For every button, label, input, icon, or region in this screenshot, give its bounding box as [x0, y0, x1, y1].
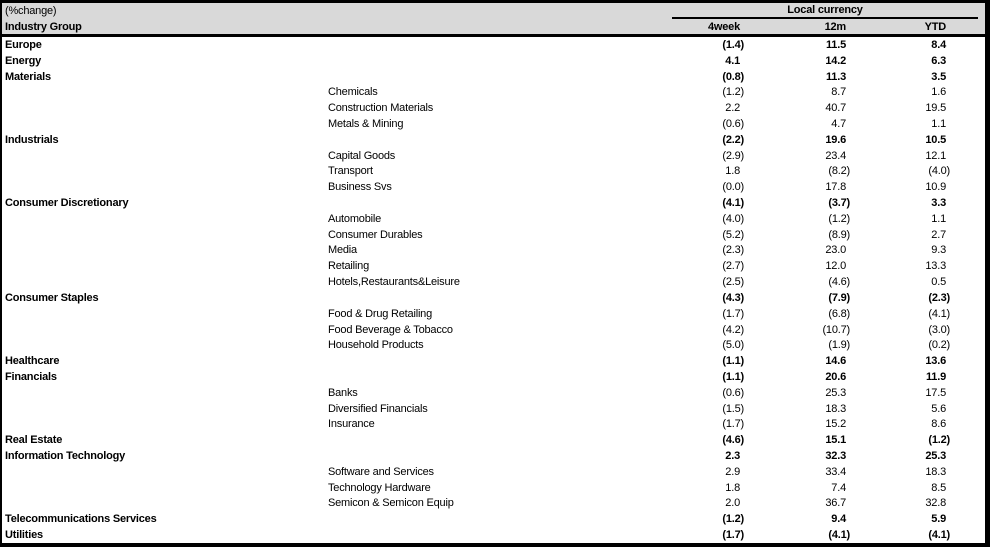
- table-row: [2, 353, 985, 369]
- table-row: [2, 337, 985, 353]
- table-row: [2, 369, 985, 385]
- value-ytd: 1.6: [931, 86, 946, 99]
- value-4week: (4.3): [722, 291, 744, 304]
- header-top-row: [2, 3, 985, 19]
- industry-group-name: Consumer Staples: [5, 291, 99, 304]
- table-row: [2, 148, 985, 164]
- table-row: [2, 496, 985, 512]
- value-ytd: (2.3): [928, 291, 950, 304]
- value-4week: (5.0): [722, 339, 744, 352]
- value-4week: (1.2): [722, 86, 744, 99]
- industry-subgroup-name: Transport: [328, 165, 373, 178]
- local-currency-label: Local currency: [672, 3, 978, 19]
- table-row: [2, 164, 985, 180]
- value-ytd: 32.8: [925, 497, 946, 510]
- value-4week: (1.7): [722, 529, 744, 542]
- industry-subgroup-name: Software and Services: [328, 465, 434, 478]
- value-ytd: 6.3: [931, 54, 946, 67]
- table-row: [2, 464, 985, 480]
- table-row: [2, 69, 985, 85]
- table-row: [2, 432, 985, 448]
- table-header: [2, 3, 985, 34]
- value-12m: 23.0: [825, 244, 846, 257]
- value-ytd: (0.2): [928, 339, 950, 352]
- value-4week: (1.2): [722, 513, 744, 526]
- table-row: [2, 258, 985, 274]
- value-12m: 25.3: [825, 386, 846, 399]
- value-ytd: 10.5: [925, 133, 946, 146]
- value-12m: 12.0: [825, 260, 846, 273]
- industry-subgroup-name: Banks: [328, 386, 358, 399]
- value-4week: (4.0): [722, 212, 744, 225]
- industry-group-name: Materials: [5, 70, 51, 83]
- value-12m: 8.7: [831, 86, 846, 99]
- industry-subgroup-name: Consumer Durables: [328, 228, 423, 241]
- table-row: [2, 511, 985, 527]
- industry-subgroup-name: Insurance: [328, 418, 375, 431]
- value-ytd: (3.0): [928, 323, 950, 336]
- value-ytd: 17.5: [925, 386, 946, 399]
- value-ytd: 3.5: [931, 70, 946, 83]
- column-header-4week: 4week: [707, 20, 740, 33]
- value-ytd: 8.6: [931, 418, 946, 431]
- table-row: [2, 211, 985, 227]
- table-row: [2, 480, 985, 496]
- value-ytd: 1.1: [931, 117, 946, 130]
- value-12m: (8.9): [828, 228, 850, 241]
- value-12m: 33.4: [825, 465, 846, 478]
- industry-group-name: Telecommunications Services: [5, 513, 157, 526]
- value-4week: 2.3: [725, 450, 740, 463]
- value-ytd: 10.9: [925, 181, 946, 194]
- value-4week: (0.6): [722, 117, 744, 130]
- value-4week: (0.6): [722, 386, 744, 399]
- value-4week: (1.4): [722, 38, 744, 51]
- value-12m: 36.7: [825, 497, 846, 510]
- industry-subgroup-name: Hotels,Restaurants&Leisure: [328, 276, 460, 289]
- industry-subgroup-name: Business Svs: [328, 181, 392, 194]
- table-row: [2, 179, 985, 195]
- value-ytd: 13.6: [925, 355, 946, 368]
- value-ytd: 18.3: [925, 465, 946, 478]
- value-4week: (1.1): [722, 355, 744, 368]
- value-4week: 1.8: [725, 165, 740, 178]
- value-12m: 18.3: [825, 402, 846, 415]
- industry-subgroup-name: Technology Hardware: [328, 481, 431, 494]
- industry-subgroup-name: Diversified Financials: [328, 402, 428, 415]
- industry-group-name: Real Estate: [5, 434, 63, 447]
- value-4week: 2.2: [725, 102, 740, 115]
- value-4week: (4.2): [722, 323, 744, 336]
- table-row: [2, 227, 985, 243]
- industry-subgroup-name: Automobile: [328, 212, 382, 225]
- industry-group-header: Industry Group: [5, 20, 82, 33]
- industry-subgroup-name: Capital Goods: [328, 149, 396, 162]
- value-ytd: 5.6: [931, 402, 946, 415]
- industry-subgroup-name: Retailing: [328, 260, 370, 273]
- value-ytd: 9.3: [931, 244, 946, 257]
- table-row: [2, 274, 985, 290]
- value-4week: (0.8): [722, 70, 744, 83]
- value-4week: (2.5): [722, 276, 744, 289]
- table-row: [2, 84, 985, 100]
- value-ytd: 12.1: [925, 149, 946, 162]
- column-header-ytd: YTD: [924, 20, 946, 33]
- table-row: [2, 116, 985, 132]
- industry-group-name: Consumer Discretionary: [5, 197, 129, 210]
- table-row: [2, 195, 985, 211]
- value-4week: (4.6): [722, 434, 744, 447]
- value-12m: 14.6: [825, 355, 846, 368]
- industry-group-name: Information Technology: [5, 450, 126, 463]
- table-body: [2, 37, 985, 543]
- value-ytd: 8.4: [931, 38, 946, 51]
- percent-change-label: (%change): [5, 5, 57, 17]
- value-ytd: 3.3: [931, 197, 946, 210]
- industry-group-name: Energy: [5, 54, 42, 67]
- table-row: [2, 306, 985, 322]
- table-row: [2, 385, 985, 401]
- industry-subgroup-name: Construction Materials: [328, 102, 434, 115]
- value-12m: (10.7): [822, 323, 850, 336]
- value-12m: 32.3: [825, 450, 846, 463]
- industry-subgroup-name: Food & Drug Retailing: [328, 307, 433, 320]
- value-12m: 23.4: [825, 149, 846, 162]
- column-header-12m: 12m: [824, 20, 846, 33]
- value-12m: 14.2: [825, 54, 846, 67]
- industry-subgroup-name: Media: [328, 244, 357, 257]
- value-12m: 11.3: [825, 70, 846, 83]
- value-12m: (1.9): [828, 339, 850, 352]
- table-row: [2, 53, 985, 69]
- value-12m: 40.7: [825, 102, 846, 115]
- value-4week: (0.0): [722, 181, 744, 194]
- value-4week: (1.7): [722, 418, 744, 431]
- value-12m: 19.6: [825, 133, 846, 146]
- industry-group-name: Healthcare: [5, 355, 60, 368]
- industry-group-name: Financials: [5, 370, 57, 383]
- value-4week: 2.0: [725, 497, 740, 510]
- value-4week: (2.2): [722, 133, 744, 146]
- value-12m: 15.1: [825, 434, 846, 447]
- table-row: [2, 132, 985, 148]
- value-ytd: 25.3: [925, 450, 946, 463]
- table-row: [2, 417, 985, 433]
- industry-group-name: Europe: [5, 38, 42, 51]
- value-12m: (4.1): [828, 529, 850, 542]
- value-ytd: 11.9: [925, 370, 946, 383]
- value-4week: (1.5): [722, 402, 744, 415]
- table-row: [2, 527, 985, 543]
- value-ytd: 1.1: [931, 212, 946, 225]
- value-ytd: 8.5: [931, 481, 946, 494]
- value-ytd: 19.5: [925, 102, 946, 115]
- table-row: [2, 100, 985, 116]
- value-12m: 4.7: [831, 117, 846, 130]
- value-12m: (1.2): [828, 212, 850, 225]
- value-12m: (6.8): [828, 307, 850, 320]
- industry-group-name: Industrials: [5, 133, 59, 146]
- value-4week: (2.9): [722, 149, 744, 162]
- value-12m: 17.8: [825, 181, 846, 194]
- table-row: [2, 322, 985, 338]
- value-12m: (7.9): [828, 291, 850, 304]
- value-12m: 7.4: [831, 481, 846, 494]
- table-row: [2, 243, 985, 259]
- value-4week: (1.1): [722, 370, 744, 383]
- value-4week: (2.3): [722, 244, 744, 257]
- value-4week: 4.1: [725, 54, 740, 67]
- value-4week: 2.9: [725, 465, 740, 478]
- value-ytd: (4.0): [928, 165, 950, 178]
- value-ytd: (4.1): [928, 529, 950, 542]
- header-columns-row: [2, 19, 985, 34]
- value-12m: 9.4: [831, 513, 846, 526]
- table-row: [2, 448, 985, 464]
- value-4week: (4.1): [722, 197, 744, 210]
- industry-subgroup-name: Metals & Mining: [328, 117, 404, 130]
- industry-subgroup-name: Household Products: [328, 339, 424, 352]
- industry-subgroup-name: Food Beverage & Tobacco: [328, 323, 453, 336]
- industry-group-name: Utilities: [5, 529, 43, 542]
- table-row: [2, 290, 985, 306]
- value-4week: (2.7): [722, 260, 744, 273]
- value-12m: 20.6: [825, 370, 846, 383]
- value-4week: (5.2): [722, 228, 744, 241]
- value-12m: (8.2): [828, 165, 850, 178]
- industry-subgroup-name: Chemicals: [328, 86, 378, 99]
- value-ytd: (4.1): [928, 307, 950, 320]
- value-4week: 1.8: [725, 481, 740, 494]
- table-row: [2, 37, 985, 53]
- value-ytd: (1.2): [928, 434, 950, 447]
- value-12m: 15.2: [825, 418, 846, 431]
- industry-subgroup-name: Semicon & Semicon Equip: [328, 497, 454, 510]
- value-12m: (3.7): [828, 197, 850, 210]
- value-12m: (4.6): [828, 276, 850, 289]
- value-ytd: 0.5: [931, 276, 946, 289]
- value-ytd: 13.3: [925, 260, 946, 273]
- table-row: [2, 401, 985, 417]
- value-12m: 11.5: [825, 38, 846, 51]
- value-ytd: 2.7: [931, 228, 946, 241]
- value-ytd: 5.9: [931, 513, 946, 526]
- value-4week: (1.7): [722, 307, 744, 320]
